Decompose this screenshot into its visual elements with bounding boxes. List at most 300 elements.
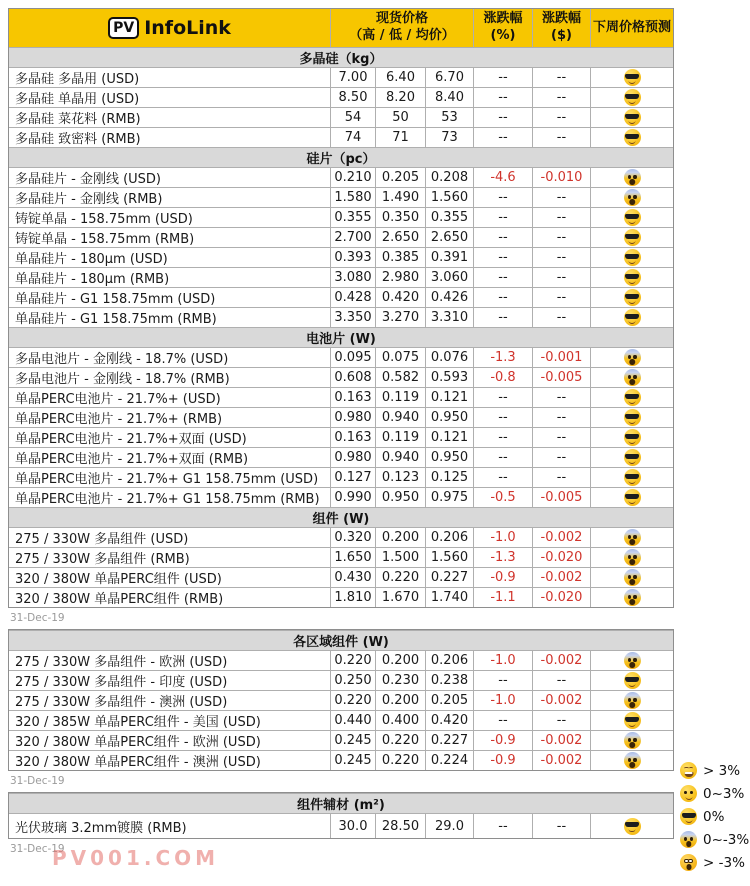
legend-label: 0~-3%	[703, 831, 750, 848]
price-avg: 8.40	[425, 88, 473, 107]
change-usd: --	[532, 711, 590, 730]
change-pct: -1.3	[473, 348, 532, 367]
table-row	[9, 730, 673, 750]
scream-emoji	[624, 732, 641, 749]
row-label: 单晶硅片 - G1 158.75mm (RMB)	[15, 312, 217, 327]
legend-label: > -3%	[703, 854, 745, 871]
change-pct: --	[473, 388, 532, 407]
price-high: 0.127	[330, 468, 375, 487]
change-pct: --	[473, 408, 532, 427]
scream-emoji	[624, 752, 641, 769]
price-low: 0.400	[375, 711, 425, 730]
price-low: 0.950	[375, 488, 425, 507]
scream-emoji	[624, 529, 641, 546]
row-label: 275 / 330W 多晶组件 (RMB)	[15, 552, 190, 567]
price-low: 8.20	[375, 88, 425, 107]
change-usd: --	[532, 468, 590, 487]
change-usd: -0.002	[532, 568, 590, 587]
row-label: 单晶硅片 - 180µm (USD)	[15, 252, 168, 267]
price-low: 0.200	[375, 691, 425, 710]
change-usd: -0.020	[532, 548, 590, 567]
change-usd: -0.002	[532, 651, 590, 670]
forecast-cell	[590, 671, 673, 690]
row-label: 多晶电池片 - 金刚线 - 18.7% (USD)	[15, 352, 229, 367]
table-row	[9, 407, 673, 427]
row-label: 多晶硅 多晶用 (USD)	[15, 72, 140, 87]
change-usd: --	[532, 428, 590, 447]
change-pct: -0.9	[473, 568, 532, 587]
price-low: 1.670	[375, 588, 425, 607]
sunglasses-emoji	[624, 69, 641, 86]
change-usd: -0.005	[532, 488, 590, 507]
table-row	[9, 467, 673, 487]
price-high: 3.350	[330, 308, 375, 327]
price-avg: 0.206	[425, 528, 473, 547]
sunglasses-emoji	[624, 672, 641, 689]
change-pct: --	[473, 188, 532, 207]
row-label: 275 / 330W 多晶组件 - 印度 (USD)	[15, 675, 228, 690]
price-high: 0.220	[330, 691, 375, 710]
change-usd: --	[532, 814, 590, 838]
scream-emoji	[624, 569, 641, 586]
column-header-change-pct	[473, 9, 532, 47]
brand-cell	[9, 9, 330, 47]
price-high: 0.990	[330, 488, 375, 507]
change-pct: --	[473, 228, 532, 247]
sunglasses-emoji	[624, 129, 641, 146]
table-row	[9, 347, 673, 367]
change-usd: -0.005	[532, 368, 590, 387]
price-high: 1.810	[330, 588, 375, 607]
price-high: 0.440	[330, 711, 375, 730]
row-label: 320 / 380W 单晶PERC组件 - 欧洲 (USD)	[15, 735, 261, 750]
shock-emoji	[680, 854, 697, 871]
forecast-cell	[590, 208, 673, 227]
price-low: 0.220	[375, 568, 425, 587]
price-high: 0.245	[330, 731, 375, 750]
row-label: 单晶硅片 - G1 158.75mm (USD)	[15, 292, 216, 307]
change-pct: --	[473, 308, 532, 327]
change-usd: -0.002	[532, 691, 590, 710]
price-low: 0.119	[375, 388, 425, 407]
row-label: 光伏玻璃 3.2mm镀膜 (RMB)	[15, 820, 187, 836]
price-avg: 0.420	[425, 711, 473, 730]
row-label: 单晶PERC电池片 - 21.7%+ (USD)	[15, 392, 221, 407]
column-header-forecast: 下周价格预测	[590, 9, 673, 47]
scream-emoji	[624, 589, 641, 606]
forecast-cell	[590, 68, 673, 87]
forecast-cell	[590, 731, 673, 750]
price-low: 2.980	[375, 268, 425, 287]
price-high: 0.393	[330, 248, 375, 267]
price-high: 54	[330, 108, 375, 127]
price-high: 3.080	[330, 268, 375, 287]
column-header-spot-price	[330, 9, 473, 47]
table-header	[9, 9, 673, 47]
forecast-cell	[590, 814, 673, 838]
legend-item	[680, 782, 749, 805]
sunglasses-emoji	[624, 389, 641, 406]
change-pct: -4.6	[473, 168, 532, 187]
price-avg: 1.560	[425, 548, 473, 567]
price-high: 8.50	[330, 88, 375, 107]
change-pct: -1.3	[473, 548, 532, 567]
table-row	[9, 207, 673, 227]
table-row	[9, 67, 673, 87]
price-avg: 0.238	[425, 671, 473, 690]
forecast-cell	[590, 108, 673, 127]
table-row	[9, 367, 673, 387]
price-avg: 0.121	[425, 428, 473, 447]
price-high: 0.320	[330, 528, 375, 547]
forecast-cell	[590, 88, 673, 107]
change-pct: --	[473, 448, 532, 467]
change-usd-unit: ($)	[551, 28, 572, 43]
change-usd: --	[532, 408, 590, 427]
forecast-cell	[590, 448, 673, 467]
table-date: 31-Dec-19	[10, 843, 65, 855]
table-row	[9, 487, 673, 507]
price-avg: 0.227	[425, 568, 473, 587]
table-body-regional	[9, 630, 673, 770]
forecast-cell	[590, 651, 673, 670]
sunglasses-emoji	[680, 808, 697, 825]
sunglasses-emoji	[624, 449, 641, 466]
table-row	[9, 427, 673, 447]
row-label: 多晶硅 致密料 (RMB)	[15, 132, 141, 147]
change-pct: -0.8	[473, 368, 532, 387]
price-high: 30.0	[330, 814, 375, 838]
row-label: 275 / 330W 多晶组件 - 澳洲 (USD)	[15, 695, 228, 710]
price-low: 50	[375, 108, 425, 127]
price-table-main	[8, 8, 674, 608]
sunglasses-emoji	[624, 429, 641, 446]
price-avg: 0.391	[425, 248, 473, 267]
row-label: 多晶硅 菜花料 (RMB)	[15, 112, 141, 127]
forecast-cell	[590, 428, 673, 447]
change-usd: --	[532, 128, 590, 147]
price-low: 28.50	[375, 814, 425, 838]
price-avg: 0.975	[425, 488, 473, 507]
price-high: 0.428	[330, 288, 375, 307]
table-row	[9, 267, 673, 287]
forecast-cell	[590, 288, 673, 307]
section-header: 硅片（pc）	[9, 147, 673, 167]
price-avg: 3.310	[425, 308, 473, 327]
table-row	[9, 587, 673, 607]
price-low: 0.205	[375, 168, 425, 187]
forecast-cell	[590, 408, 673, 427]
table-row	[9, 387, 673, 407]
legend-label: 0%	[703, 808, 725, 825]
change-pct: --	[473, 108, 532, 127]
price-low: 3.270	[375, 308, 425, 327]
column-header-change-usd	[532, 9, 590, 47]
row-label: 275 / 330W 多晶组件 - 欧洲 (USD)	[15, 655, 228, 670]
price-low: 0.582	[375, 368, 425, 387]
sunglasses-emoji	[624, 289, 641, 306]
price-avg: 0.593	[425, 368, 473, 387]
forecast-cell	[590, 268, 673, 287]
grin-emoji	[680, 762, 697, 779]
price-high: 0.250	[330, 671, 375, 690]
price-high: 0.095	[330, 348, 375, 367]
price-low: 0.075	[375, 348, 425, 367]
price-low: 1.500	[375, 548, 425, 567]
section-header: 多晶硅（kg）	[9, 47, 673, 67]
change-usd: --	[532, 388, 590, 407]
price-avg: 0.426	[425, 288, 473, 307]
change-pct: --	[473, 428, 532, 447]
row-label: 单晶硅片 - 180µm (RMB)	[15, 272, 170, 287]
change-pct: --	[473, 128, 532, 147]
change-usd: -0.001	[532, 348, 590, 367]
row-label: 275 / 330W 多晶组件 (USD)	[15, 532, 189, 547]
change-pct: -1.1	[473, 588, 532, 607]
table-row	[9, 670, 673, 690]
change-usd: --	[532, 68, 590, 87]
change-usd: -0.002	[532, 528, 590, 547]
price-avg: 2.650	[425, 228, 473, 247]
sunglasses-emoji	[624, 209, 641, 226]
row-label: 320 / 380W 单晶PERC组件 - 澳洲 (USD)	[15, 755, 261, 770]
row-label: 320 / 380W 单晶PERC组件 (USD)	[15, 572, 222, 587]
price-high: 0.430	[330, 568, 375, 587]
table-row	[9, 447, 673, 467]
table-row	[9, 650, 673, 670]
sunglasses-emoji	[624, 269, 641, 286]
forecast-cell	[590, 128, 673, 147]
section-header: 电池片 (W)	[9, 327, 673, 347]
price-high: 0.210	[330, 168, 375, 187]
forecast-cell	[590, 248, 673, 267]
table-row	[9, 187, 673, 207]
legend-item	[680, 759, 749, 782]
price-high: 0.220	[330, 651, 375, 670]
price-avg: 0.355	[425, 208, 473, 227]
forecast-cell	[590, 168, 673, 187]
change-usd: -0.002	[532, 751, 590, 770]
price-avg: 0.224	[425, 751, 473, 770]
spot-price-subtitle: （高 / 低 / 均价）	[349, 28, 455, 43]
scream-emoji	[624, 369, 641, 386]
table-date: 31-Dec-19	[10, 612, 65, 624]
row-label: 单晶PERC电池片 - 21.7%+ G1 158.75mm (RMB)	[15, 492, 320, 507]
scream-emoji	[624, 349, 641, 366]
price-low: 0.200	[375, 651, 425, 670]
price-high: 1.580	[330, 188, 375, 207]
forecast-cell	[590, 228, 673, 247]
price-high: 1.650	[330, 548, 375, 567]
change-usd: --	[532, 448, 590, 467]
change-usd-title: 涨跌幅	[541, 11, 581, 27]
price-avg: 0.206	[425, 651, 473, 670]
forecast-legend	[680, 759, 749, 874]
sunglasses-emoji	[624, 489, 641, 506]
section-header: 各区域组件 (W)	[9, 630, 673, 650]
price-low: 0.940	[375, 408, 425, 427]
legend-item	[680, 805, 749, 828]
row-label: 单晶PERC电池片 - 21.7%+ G1 158.75mm (USD)	[15, 472, 319, 487]
price-avg: 29.0	[425, 814, 473, 838]
row-label: 单晶PERC电池片 - 21.7%+双面 (USD)	[15, 432, 247, 447]
price-avg: 0.205	[425, 691, 473, 710]
table-row	[9, 547, 673, 567]
price-avg: 3.060	[425, 268, 473, 287]
forecast-cell	[590, 308, 673, 327]
change-pct: -0.9	[473, 751, 532, 770]
legend-item	[680, 851, 749, 874]
price-low: 0.940	[375, 448, 425, 467]
change-usd: -0.010	[532, 168, 590, 187]
change-pct: --	[473, 288, 532, 307]
change-usd: --	[532, 288, 590, 307]
forecast-cell	[590, 548, 673, 567]
sunglasses-emoji	[624, 712, 641, 729]
table-row	[9, 710, 673, 730]
sunglasses-emoji	[624, 469, 641, 486]
scream-emoji	[624, 549, 641, 566]
change-pct: --	[473, 68, 532, 87]
price-high: 74	[330, 128, 375, 147]
table-row	[9, 227, 673, 247]
forecast-cell	[590, 528, 673, 547]
price-high: 0.163	[330, 428, 375, 447]
price-high: 0.163	[330, 388, 375, 407]
sunglasses-emoji	[624, 109, 641, 126]
legend-item	[680, 828, 749, 851]
price-avg: 0.227	[425, 731, 473, 750]
forecast-cell	[590, 711, 673, 730]
change-usd: --	[532, 188, 590, 207]
row-label: 320 / 380W 单晶PERC组件 (RMB)	[15, 592, 224, 607]
forecast-cell	[590, 348, 673, 367]
price-low: 1.490	[375, 188, 425, 207]
scream-emoji	[680, 831, 697, 848]
price-high: 0.355	[330, 208, 375, 227]
price-low: 0.350	[375, 208, 425, 227]
price-high: 0.980	[330, 448, 375, 467]
change-pct: -1.0	[473, 528, 532, 547]
price-table-regional	[8, 629, 674, 771]
sunglasses-emoji	[624, 309, 641, 326]
table-row	[9, 107, 673, 127]
change-pct: --	[473, 88, 532, 107]
sunglasses-emoji	[624, 818, 641, 835]
table-row	[9, 527, 673, 547]
forecast-cell	[590, 691, 673, 710]
row-label: 320 / 385W 单晶PERC组件 - 美国 (USD)	[15, 715, 261, 730]
change-pct: --	[473, 248, 532, 267]
row-label: 多晶硅片 - 金刚线 (USD)	[15, 172, 162, 187]
section-header: 组件 (W)	[9, 507, 673, 527]
row-label: 铸锭单晶 - 158.75mm (USD)	[15, 212, 193, 227]
price-low: 0.220	[375, 731, 425, 750]
table-row	[9, 750, 673, 770]
change-pct-title: 涨跌幅	[483, 11, 523, 27]
table-row	[9, 287, 673, 307]
change-usd: --	[532, 248, 590, 267]
change-pct: --	[473, 814, 532, 838]
price-high: 0.608	[330, 368, 375, 387]
row-label: 多晶电池片 - 金刚线 - 18.7% (RMB)	[15, 372, 230, 387]
price-high: 7.00	[330, 68, 375, 87]
pv-logo-icon: PV	[108, 17, 139, 39]
change-usd: -0.020	[532, 588, 590, 607]
table-row	[9, 247, 673, 267]
price-low: 0.420	[375, 288, 425, 307]
price-avg: 0.076	[425, 348, 473, 367]
price-low: 2.650	[375, 228, 425, 247]
change-pct: --	[473, 711, 532, 730]
table-row	[9, 127, 673, 147]
scream-emoji	[624, 692, 641, 709]
change-pct: -1.0	[473, 651, 532, 670]
change-usd: --	[532, 108, 590, 127]
change-usd: --	[532, 308, 590, 327]
price-avg: 0.125	[425, 468, 473, 487]
price-low: 0.385	[375, 248, 425, 267]
price-low: 0.119	[375, 428, 425, 447]
forecast-cell	[590, 751, 673, 770]
table-row	[9, 167, 673, 187]
sunglasses-emoji	[624, 249, 641, 266]
price-avg: 0.121	[425, 388, 473, 407]
scream-emoji	[624, 189, 641, 206]
forecast-cell	[590, 368, 673, 387]
change-usd: -0.002	[532, 731, 590, 750]
change-usd: --	[532, 671, 590, 690]
spot-price-title: 现货价格	[375, 11, 428, 27]
price-avg: 73	[425, 128, 473, 147]
forecast-cell	[590, 188, 673, 207]
table-row	[9, 87, 673, 107]
row-label: 铸锭单晶 - 158.75mm (RMB)	[15, 232, 195, 247]
forecast-cell	[590, 388, 673, 407]
price-avg: 0.208	[425, 168, 473, 187]
table-body-bom	[9, 793, 673, 838]
price-low: 0.220	[375, 751, 425, 770]
forecast-cell	[590, 468, 673, 487]
tables-column	[8, 8, 674, 860]
price-low: 0.123	[375, 468, 425, 487]
price-high: 0.245	[330, 751, 375, 770]
price-table-bom	[8, 792, 674, 839]
sunglasses-emoji	[624, 409, 641, 426]
table-body-main	[9, 47, 673, 607]
forecast-cell	[590, 568, 673, 587]
section-header: 组件辅材 (m²)	[9, 793, 673, 813]
change-pct-unit: (%)	[490, 28, 516, 43]
smile-emoji	[680, 785, 697, 802]
change-pct: -0.5	[473, 488, 532, 507]
forecast-cell	[590, 488, 673, 507]
price-avg: 6.70	[425, 68, 473, 87]
table-row	[9, 307, 673, 327]
change-usd: --	[532, 208, 590, 227]
forecast-cell	[590, 588, 673, 607]
change-pct: --	[473, 268, 532, 287]
change-usd: --	[532, 228, 590, 247]
price-avg: 0.950	[425, 408, 473, 427]
row-label: 多晶硅 单晶用 (USD)	[15, 92, 140, 107]
legend-label: > 3%	[703, 762, 741, 779]
table-date: 31-Dec-19	[10, 775, 65, 787]
table-row	[9, 690, 673, 710]
price-avg: 1.560	[425, 188, 473, 207]
change-pct: --	[473, 671, 532, 690]
watermark: PV001.COM	[52, 846, 220, 870]
